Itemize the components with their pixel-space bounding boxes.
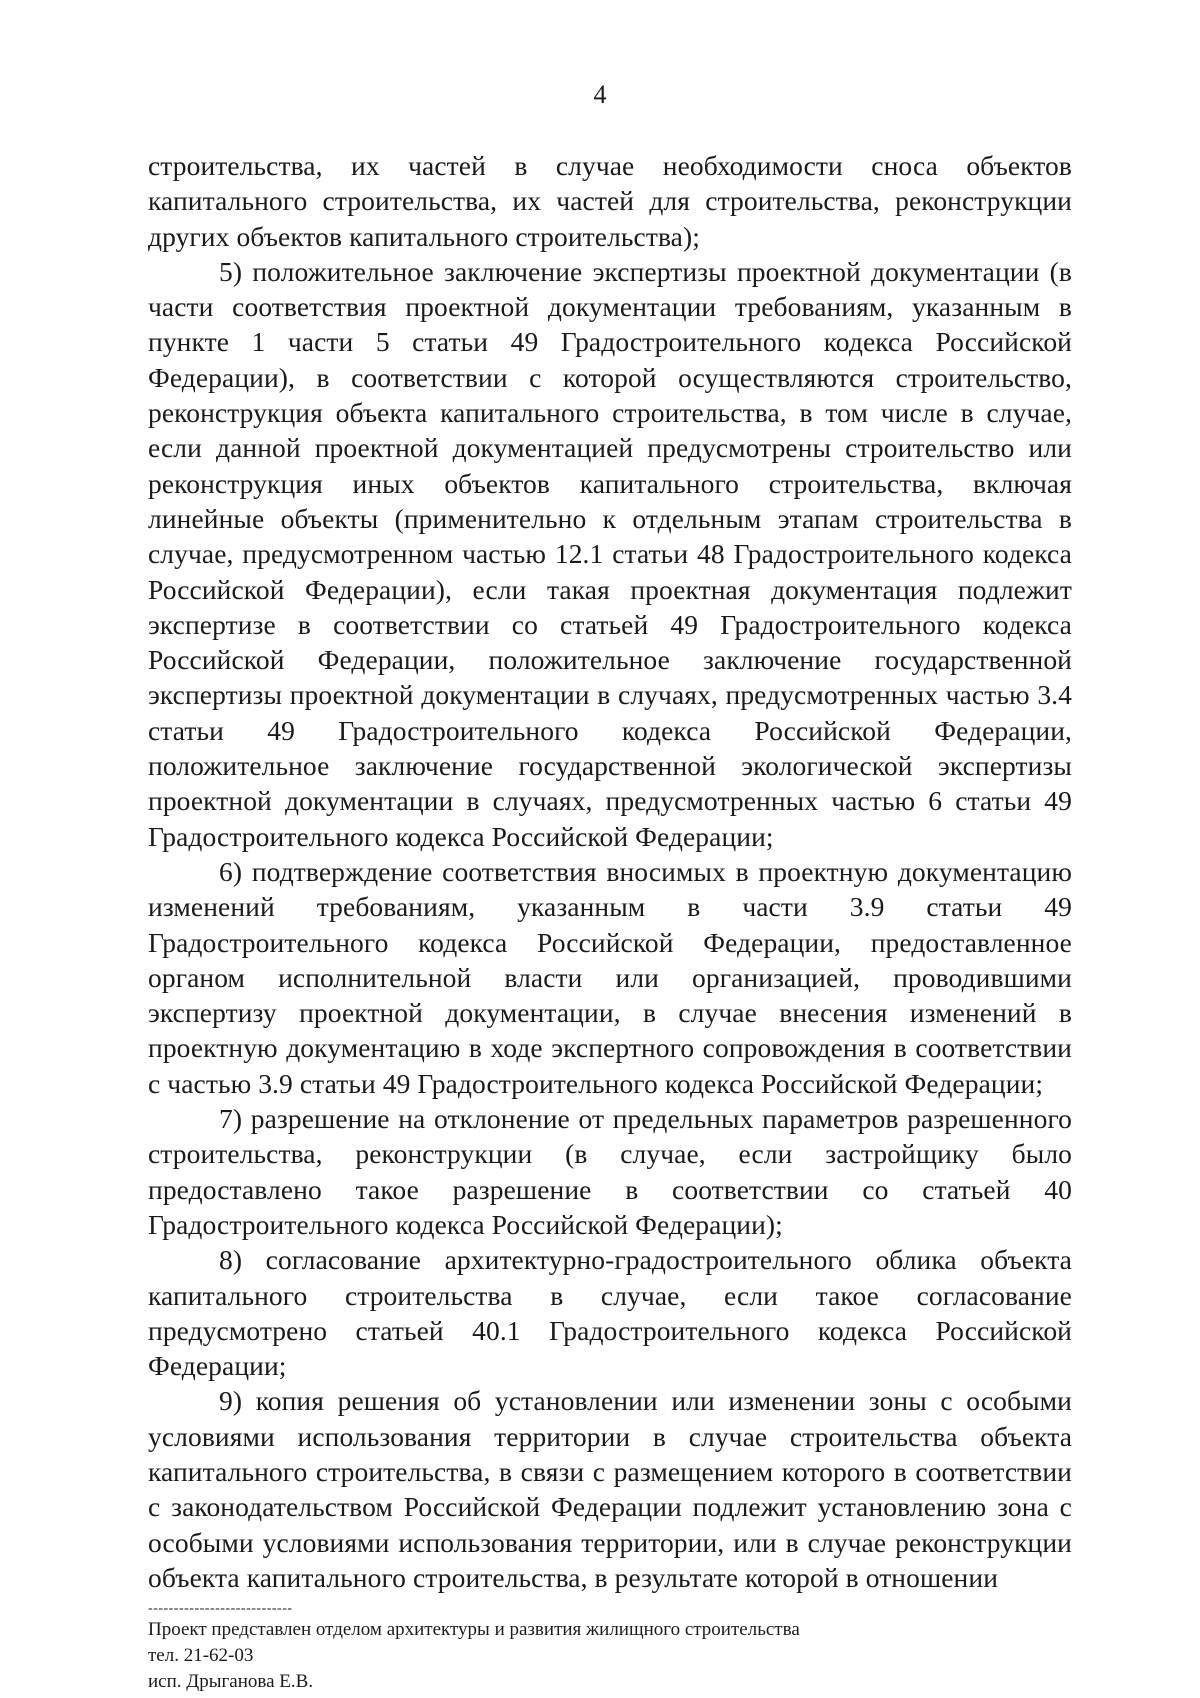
footer-executor: исп. Дрыганова Е.В. [148,1671,314,1692]
paragraph-item-5: 5) положительное заключение экспертизы проектной документации (в части соответствия проектной документации требованиям, указанным в пункте 1 части 5 статьи 49 Градостроительного кодекса Российской Федерации), в соответствии с которой осуществляются строительство, реконструкция объекта капитального строительства, в том числе в случае, если данной проектной документацией предусмотрены строительство или реконструкция иных объектов капитального строительства, включая линейные объекты (применительно к отдельным этапам строительства в случае, предусмотренном частью 12.1 статьи 48 Градостроительного кодекса Российской Федерации), если такая проектная документация подлежит экспертизе в соответствии со статьей 49 Градостроительного кодекса Российской Федерации, положительное заключение государственной экспертизы проектной документации в случаях, предусмотренных частью 3.4 статьи 49 Градостроительного кодекса Российской Федерации, положительное заключение государственной экологической экспертизы проектной документации в случаях, предусмотренных частью 6 статьи 49 Градостроительного кодекса Российской Федерации; [148,255,1072,852]
document-body [148,148,1072,1595]
paragraph-item-9: 9) копия решения об установлении или изменении зоны с особыми условиями использования территории в случае строительства объекта капитального строительства, в связи с размещением которого в соответствии с законодательством Российской Федерации подлежит установлению зона с особыми условиями использования территории, или в случае реконструкции объекта капитального строительства, в результате которой в отношении [148,1385,1072,1593]
footer [148,1617,1048,1695]
paragraph-item-7: 7) разрешение на отклонение от предельных параметров разрешенного строительства, реконструкции (в случае, если застройщику было предоставлено такое разрешение в соответствии со статьей 40 Градостроительного кодекса Российской Федерации); [148,1103,1072,1240]
paragraph-item-8: 8) согласование архитектурно-градостроительного облика объекта капитального строительства в случае, если такое согласование предусмотрено статьей 40.1 Градостроительного кодекса Российской Федерации; [148,1244,1072,1382]
footer-separator: ---------------------------- [148,1601,293,1616]
page-number: 4 [593,80,607,109]
footer-department: Проект представлен отделом архитектуры и развития жилищного строительства [148,1619,800,1640]
footer-phone: тел. 21-62-03 [148,1645,254,1666]
paragraph-item-6: 6) подтверждение соответствия вносимых в проектную документацию изменений требованиям, указанным в части 3.9 статьи 49 Градостроительного кодекса Российской Федерации, предоставленное органом исполнительной власти или организацией, проводившими экспертизу проектной документации, в случае внесения изменений в проектную документацию в ходе экспертного сопровождения в соответствии с частью 3.9 статьи 49 Градостроительного кодекса Российской Федерации; [148,855,1072,1099]
paragraph-continuation: строительства, их частей в случае необходимости сноса объектов капитального строительства, их частей для строительства, реконструкции других объектов капитального строительства); [148,150,1072,252]
